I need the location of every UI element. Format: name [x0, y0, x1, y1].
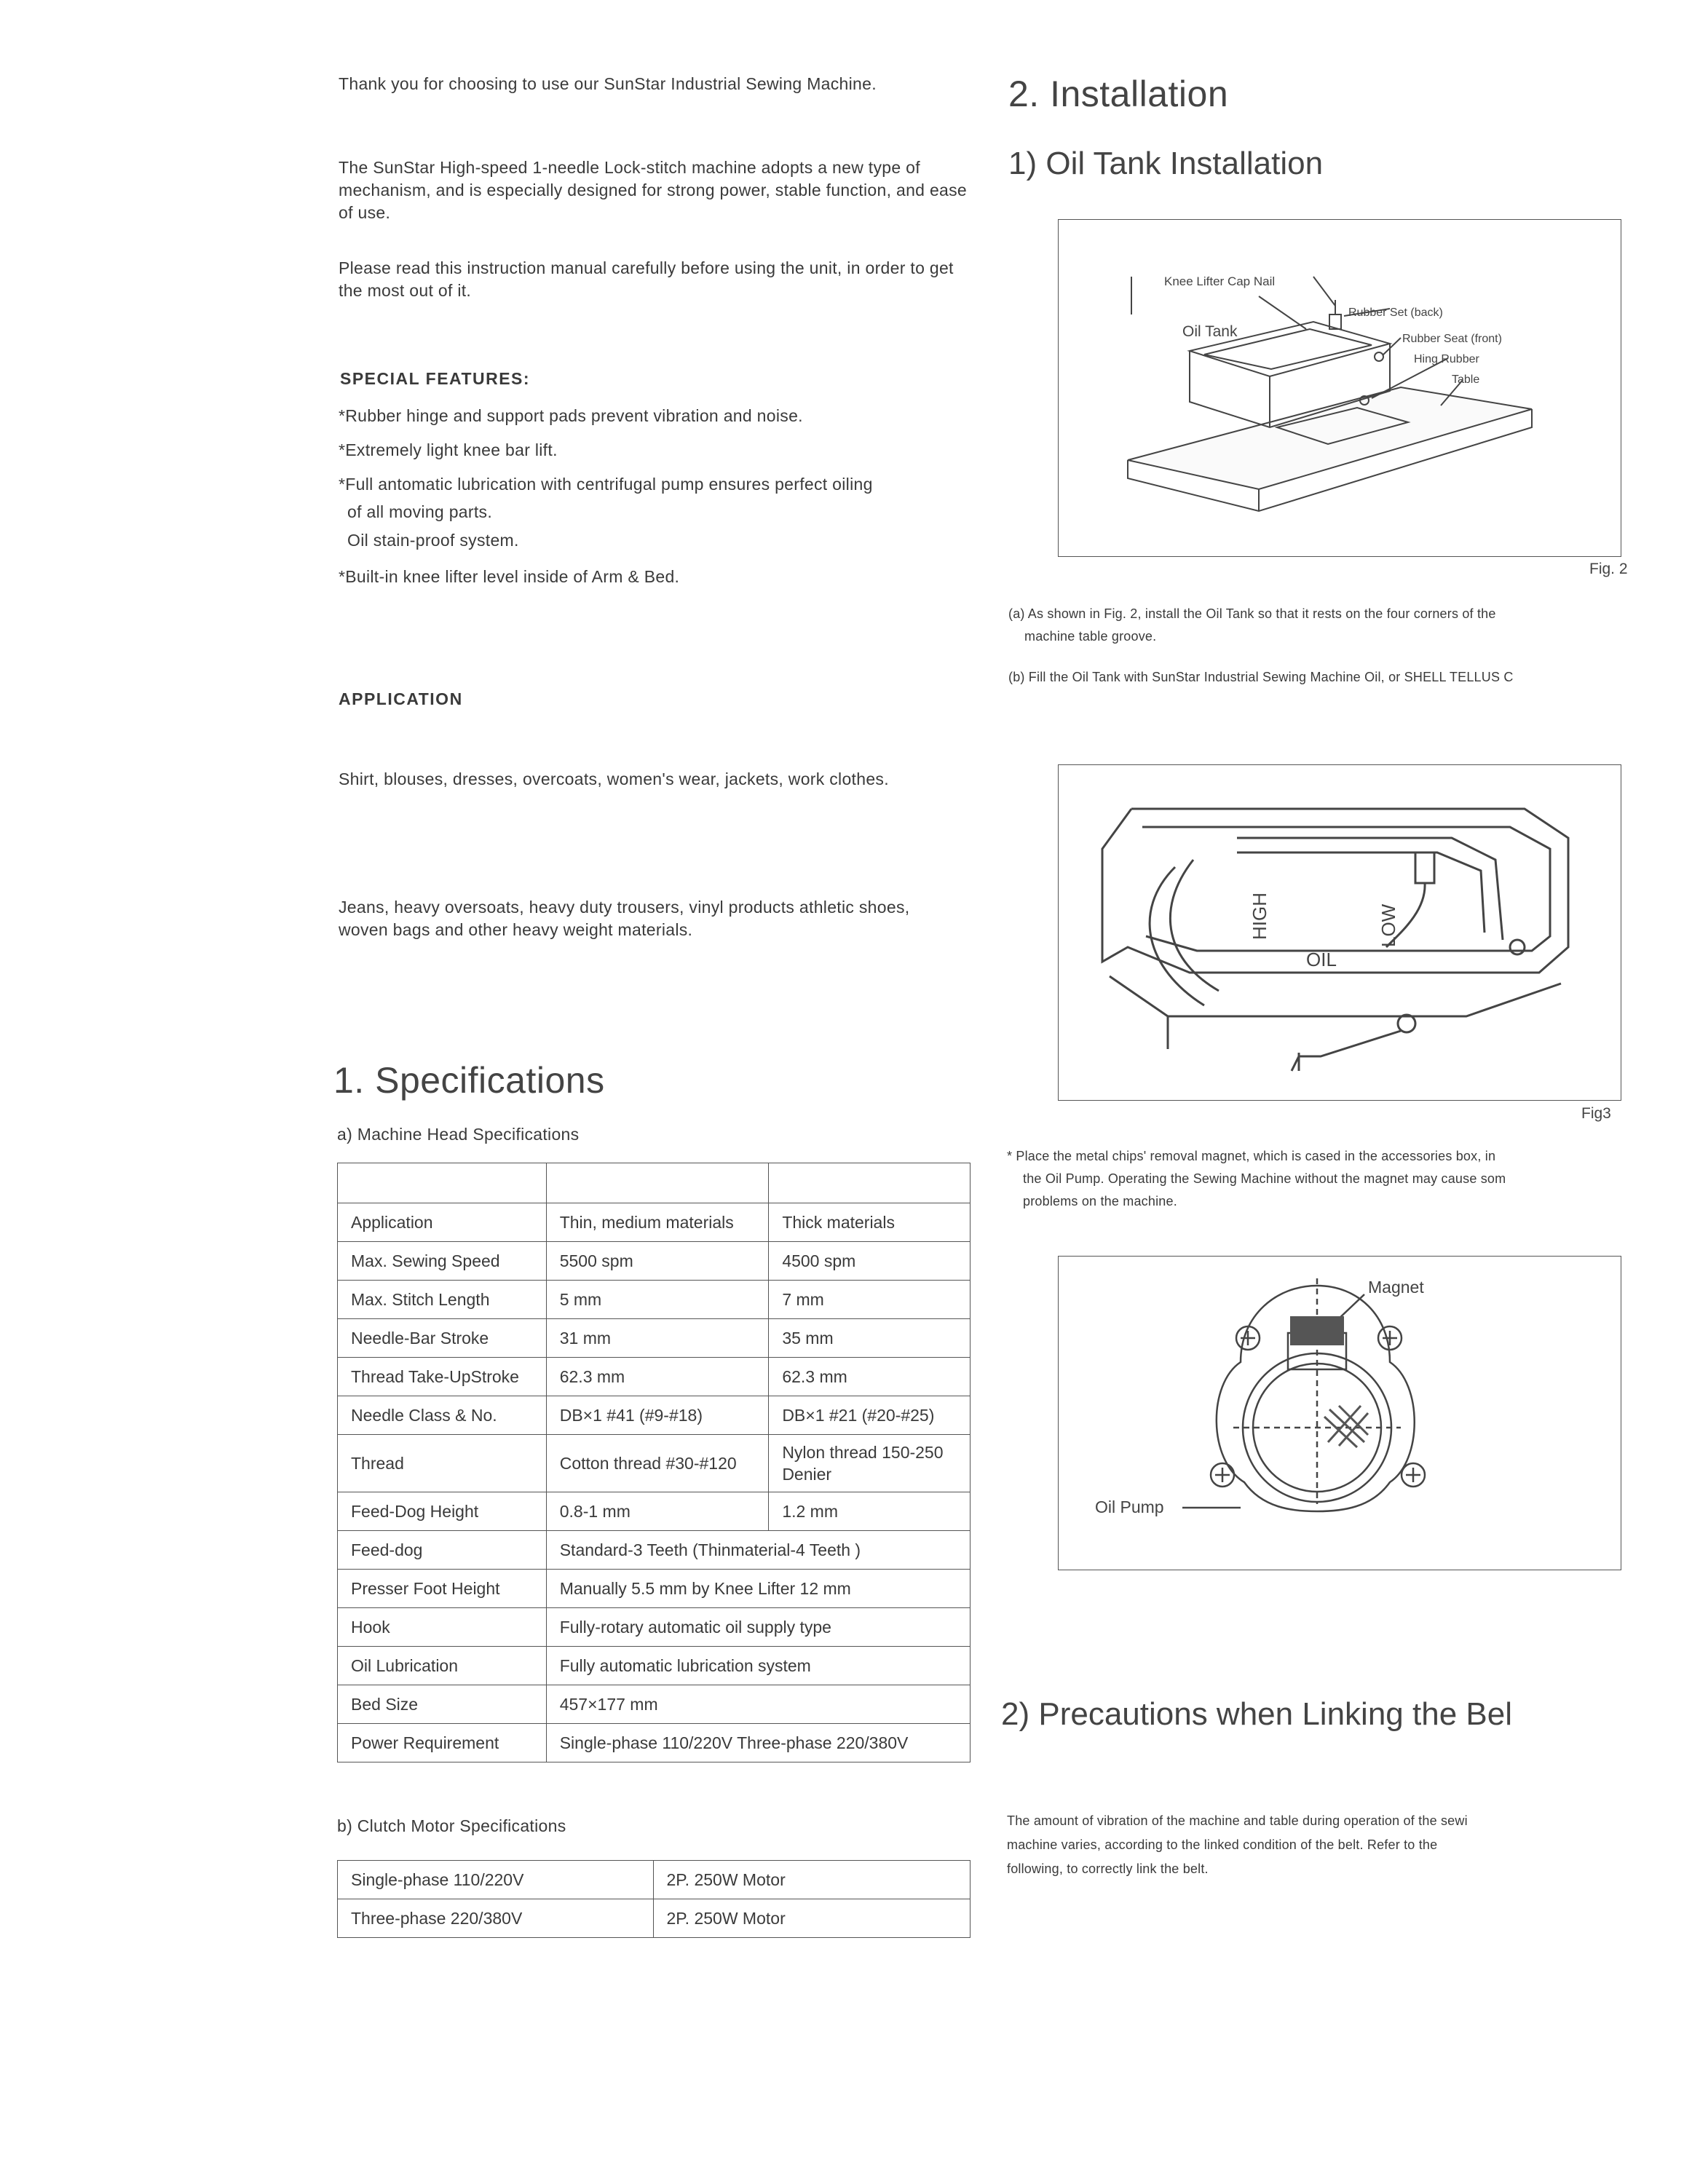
install-step-a-cont: machine table groove.	[1024, 629, 1157, 644]
belt-precautions-title: 2) Precautions when Linking the Bel	[1001, 1696, 1512, 1732]
clutch-motor-caption: b) Clutch Motor Specifications	[337, 1816, 566, 1835]
clutch-motor-spec-table	[337, 1860, 971, 1938]
fig2-label-knee-lifter-cap-nail: Knee Lifter Cap Nail	[1164, 274, 1276, 288]
table-row: Needle Class & No. DB×1 #41 (#9-#18) DB×1 #21 (#20-#25)	[338, 1396, 971, 1435]
fig2-oil-tank-diagram	[1058, 219, 1621, 557]
table-row: Single-phase 110/220V 2P. 250W Motor	[338, 1861, 971, 1899]
machine-head-caption: a) Machine Head Specifications	[337, 1125, 580, 1144]
fig2-label-rubber-seat-front: Rubber Seat (front)	[1402, 333, 1502, 345]
feature-item: *Rubber hinge and support pads prevent vibration and noise.	[339, 406, 803, 425]
table-row: Application Thin, medium materials Thick materials	[338, 1203, 971, 1242]
fig4-label-magnet: Magnet	[1368, 1278, 1424, 1297]
feature-item: Oil stain-proof system.	[347, 531, 519, 550]
fig3-label-oil: OIL	[1306, 949, 1337, 970]
magnet-note-line: * Place the metal chips' removal magnet, which is cased in the accessories box, in	[1007, 1149, 1496, 1163]
intro-description: The SunStar High-speed 1-needle Lock-stitch machine adopts a new type of mechanism, and is especially designed for strong power, stable function, and ease of use.	[339, 158, 968, 222]
specifications-title: 1. Specifications	[333, 1060, 605, 1101]
fig2-label-oil-tank: Oil Tank	[1182, 323, 1238, 340]
machine-head-spec-table	[337, 1163, 971, 1762]
application-thick-text: Jeans, heavy oversoats, heavy duty trousers, vinyl products athletic shoes, woven bags and other heavy weight materials.	[339, 898, 910, 939]
table-row: Presser Foot Height Manually 5.5 mm by Knee Lifter 12 mm	[338, 1570, 971, 1608]
table-row: Feed-dog Standard-3 Teeth (Thinmaterial-4 Teeth )	[338, 1531, 971, 1570]
fig3-oil-pan-diagram	[1058, 764, 1621, 1101]
oil-pump-magnet-diagram	[1058, 1256, 1621, 1570]
fig3-caption: Fig3	[1581, 1105, 1611, 1122]
installation-title: 2. Installation	[1008, 74, 1229, 114]
fig4-label-oil-pump: Oil Pump	[1095, 1497, 1164, 1516]
table-row	[338, 1163, 971, 1203]
table-row: Oil Lubrication Fully automatic lubrication system	[338, 1647, 971, 1685]
fig3-label-high: HIGH	[1249, 893, 1270, 940]
fig2-caption: Fig. 2	[1589, 561, 1628, 577]
feature-item: *Extremely light knee bar lift.	[339, 440, 558, 459]
install-step-a: (a) As shown in Fig. 2, install the Oil Tank so that it rests on the four corners of the	[1008, 606, 1496, 621]
oil-pump-illustration	[1059, 1257, 1621, 1570]
belt-text-line: The amount of vibration of the machine and table during operation of the sewi	[1007, 1813, 1468, 1828]
table-row: Power Requirement Single-phase 110/220V Three-phase 220/380V	[338, 1724, 971, 1762]
oil-tank-illustration	[1059, 220, 1621, 556]
magnet-note-line: the Oil Pump. Operating the Sewing Machine without the magnet may cause som	[1023, 1171, 1506, 1186]
belt-text-line: machine varies, according to the linked condition of the belt. Refer to the	[1007, 1837, 1438, 1852]
table-row: Bed Size 457×177 mm	[338, 1685, 971, 1724]
intro-thanks: Thank you for choosing to use our SunStar Industrial Sewing Machine.	[339, 74, 877, 93]
magnet-block	[1290, 1316, 1344, 1345]
table-row: Feed-Dog Height 0.8-1 mm 1.2 mm	[338, 1492, 971, 1531]
feature-item: *Full antomatic lubrication with centrifugal pump ensures perfect oiling	[339, 475, 873, 494]
table-row: Needle-Bar Stroke 31 mm 35 mm	[338, 1319, 971, 1358]
belt-text-line: following, to correctly link the belt.	[1007, 1861, 1209, 1876]
intro-read-manual: Please read this instruction manual carefully before using the unit, in order to get the most out of it.	[339, 258, 954, 300]
fig2-label-table: Table	[1452, 373, 1480, 386]
table-row: Thread Cotton thread #30-#120 Nylon thread 150-250 Denier	[338, 1435, 971, 1492]
feature-item: *Built-in knee lifter level inside of Arm & Bed.	[339, 567, 680, 586]
oil-tank-installation-title: 1) Oil Tank Installation	[1008, 146, 1324, 181]
fig3-label-low: LOW	[1377, 903, 1399, 947]
magnet-note-line: problems on the machine.	[1023, 1194, 1177, 1208]
table-row: Hook Fully-rotary automatic oil supply type	[338, 1608, 971, 1647]
feature-item: of all moving parts.	[347, 502, 493, 521]
oil-pan-illustration	[1059, 765, 1621, 1100]
fig2-label-hing-rubber: Hing Rubber	[1414, 353, 1479, 365]
table-row: Max. Sewing Speed 5500 spm 4500 spm	[338, 1242, 971, 1281]
application-thin-text: Shirt, blouses, dresses, overcoats, women's wear, jackets, work clothes.	[339, 769, 889, 788]
special-features-heading: SPECIAL FEATURES:	[340, 369, 531, 388]
install-step-b: (b) Fill the Oil Tank with SunStar Industrial Sewing Machine Oil, or SHELL TELLUS C	[1008, 670, 1514, 684]
table-row: Max. Stitch Length 5 mm 7 mm	[338, 1281, 971, 1319]
table-row: Thread Take-UpStroke 62.3 mm 62.3 mm	[338, 1358, 971, 1396]
fig2-label-rubber-set-back: Rubber Set (back)	[1348, 306, 1443, 319]
table-row: Three-phase 220/380V 2P. 250W Motor	[338, 1899, 971, 1938]
application-heading: APPLICATION	[339, 689, 463, 708]
